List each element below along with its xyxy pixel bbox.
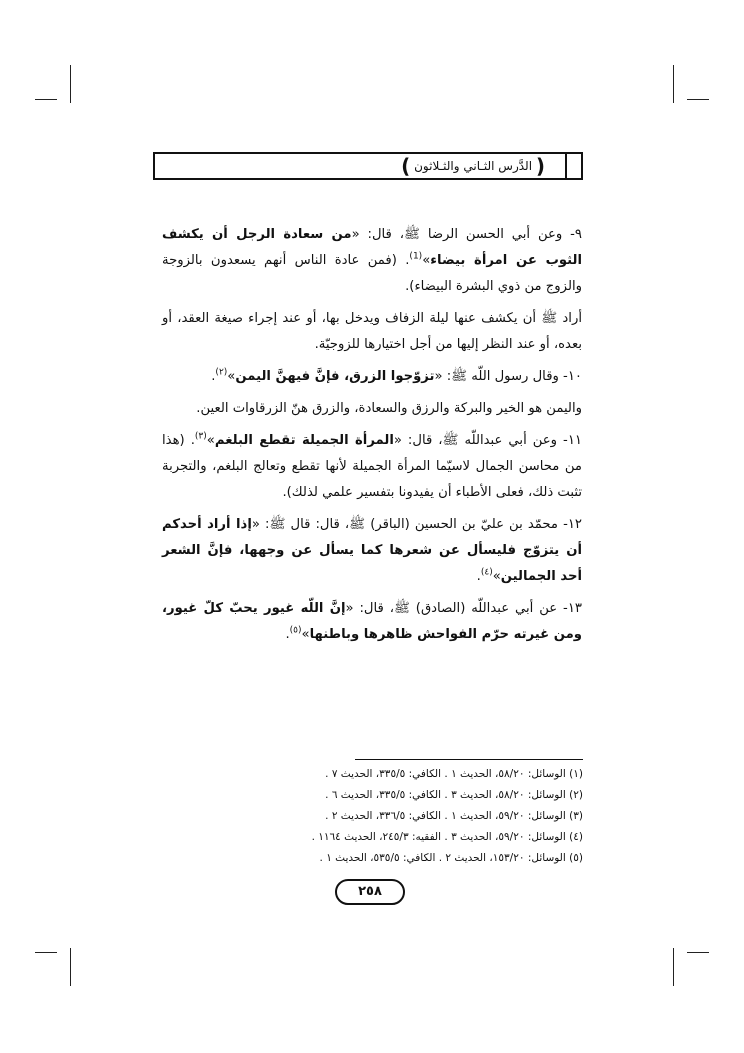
paragraph-10-commentary: واليمن هو الخير والبركة والرزق والسعادة، والزرق هنّ الزرقاوات العين. [196,401,582,416]
header-ornament [565,154,581,178]
paragraph-11: ١١- وعن أبي عبداللّه ﷺ، قال: «المرأة الجميلة تقطع البلغم»$^{(٣)}$. (هذا من محاسن الجمال لاسيّما المرأة الجميلة لأنها تقطع وتعالج البلغم، والتجربة تثبت ذلك، فعلى الأطباء أن يفيدونا بتفسير علمي لذلك). [162,431,582,500]
paragraph-10: ١٠- وقال رسول اللّه ﷺ: «تزوّجوا الزرق، فإنَّ فيهنَّ اليمن»$^{(٢)}$. [211,367,582,384]
footnote-ref[interactable]: (٥) [289,625,302,636]
footnote-item: (٢) الوسائل: ٥٨/٢٠، الحديث ٣ . الكافي: ٣٣٥/٥، الحديث ٦ . [325,789,583,801]
bracket-ornament: ) [401,154,411,178]
footnote-ref[interactable]: (٢) [215,367,228,378]
bracket-ornament: ( [535,154,545,178]
paragraph-12: ١٢- محمّد بن عليّ بن الحسين (الباقر) ﷺ، قال: قال ﷺ: «إذا أراد أحدكم أن يتزوّج فليسأل عن شعرها كما يسأل عن وجهها، فإنَّ الشعر أحد الجمالين»$^{(٤)}$. [162,517,583,584]
running-header [153,152,583,180]
crop-mark [687,952,709,953]
main-text [162,222,582,654]
crop-mark [35,99,57,100]
footnote-ref[interactable]: (٣) [194,431,207,442]
crop-mark [70,65,71,103]
footnote-item: (١) الوسائل: ٥٨/٢٠، الحديث ١ . الكافي: ٣٣٥/٥، الحديث ٧ . [325,768,583,780]
crop-mark [673,948,674,986]
header-title-wrap [393,154,553,178]
paragraph-13: ١٣- عن أبي عبداللّه (الصادق) ﷺ، قال: «إنَّ اللّه غيور يحبّ كلّ غيور، ومن غيرته حرّم الفواحش ظاهرها وباطنها»$^{(٥)}$. [162,601,582,642]
footnotes [170,764,583,869]
crop-mark [70,948,71,986]
crop-mark [687,99,709,100]
footnote-divider [355,759,583,760]
crop-mark [35,952,57,953]
footnote-item: (٤) الوسائل: ٥٩/٢٠، الحديث ٣ . الفقيه: ٢٤٥/٣، الحديث ١١٦٤ . [311,831,583,843]
footnote-ref[interactable]: (1) [409,251,423,262]
crop-mark [673,65,674,103]
chapter-title: الدَّرس الثـاني والثـلاثون [414,159,533,173]
footnote-item: (٥) الوسائل: ١٥٣/٢٠، الحديث ٢ . الكافي: ٥٣٥/٥، الحديث ١ . [319,852,583,864]
paragraph-9-commentary: أراد ﷺ أن يكشف عنها ليلة الزفاف ويدخل بها، أو عند إجراء صيغة العقد، أو بعده، أو عند النظر إليها من أجل اختيارها للزوجيّة. [162,311,582,352]
footnote-item: (٣) الوسائل: ٥٩/٢٠، الحديث ١ . الكافي: ٣٣٦/٥، الحديث ٢ . [325,810,583,822]
footnote-ref[interactable]: (٤) [480,567,493,578]
page-number: ٢٥٨ [335,879,405,905]
paragraph-9: ٩- وعن أبي الحسن الرضا ﷺ، قال: «من سعادة الرجل أن يكشف الثوب عن امرأة بيضاء»$^{(1)}$. (فمن عادة الناس أنهم يسعدون بالزوجة والزوج من ذوي البشرة البيضاء). [162,227,582,294]
